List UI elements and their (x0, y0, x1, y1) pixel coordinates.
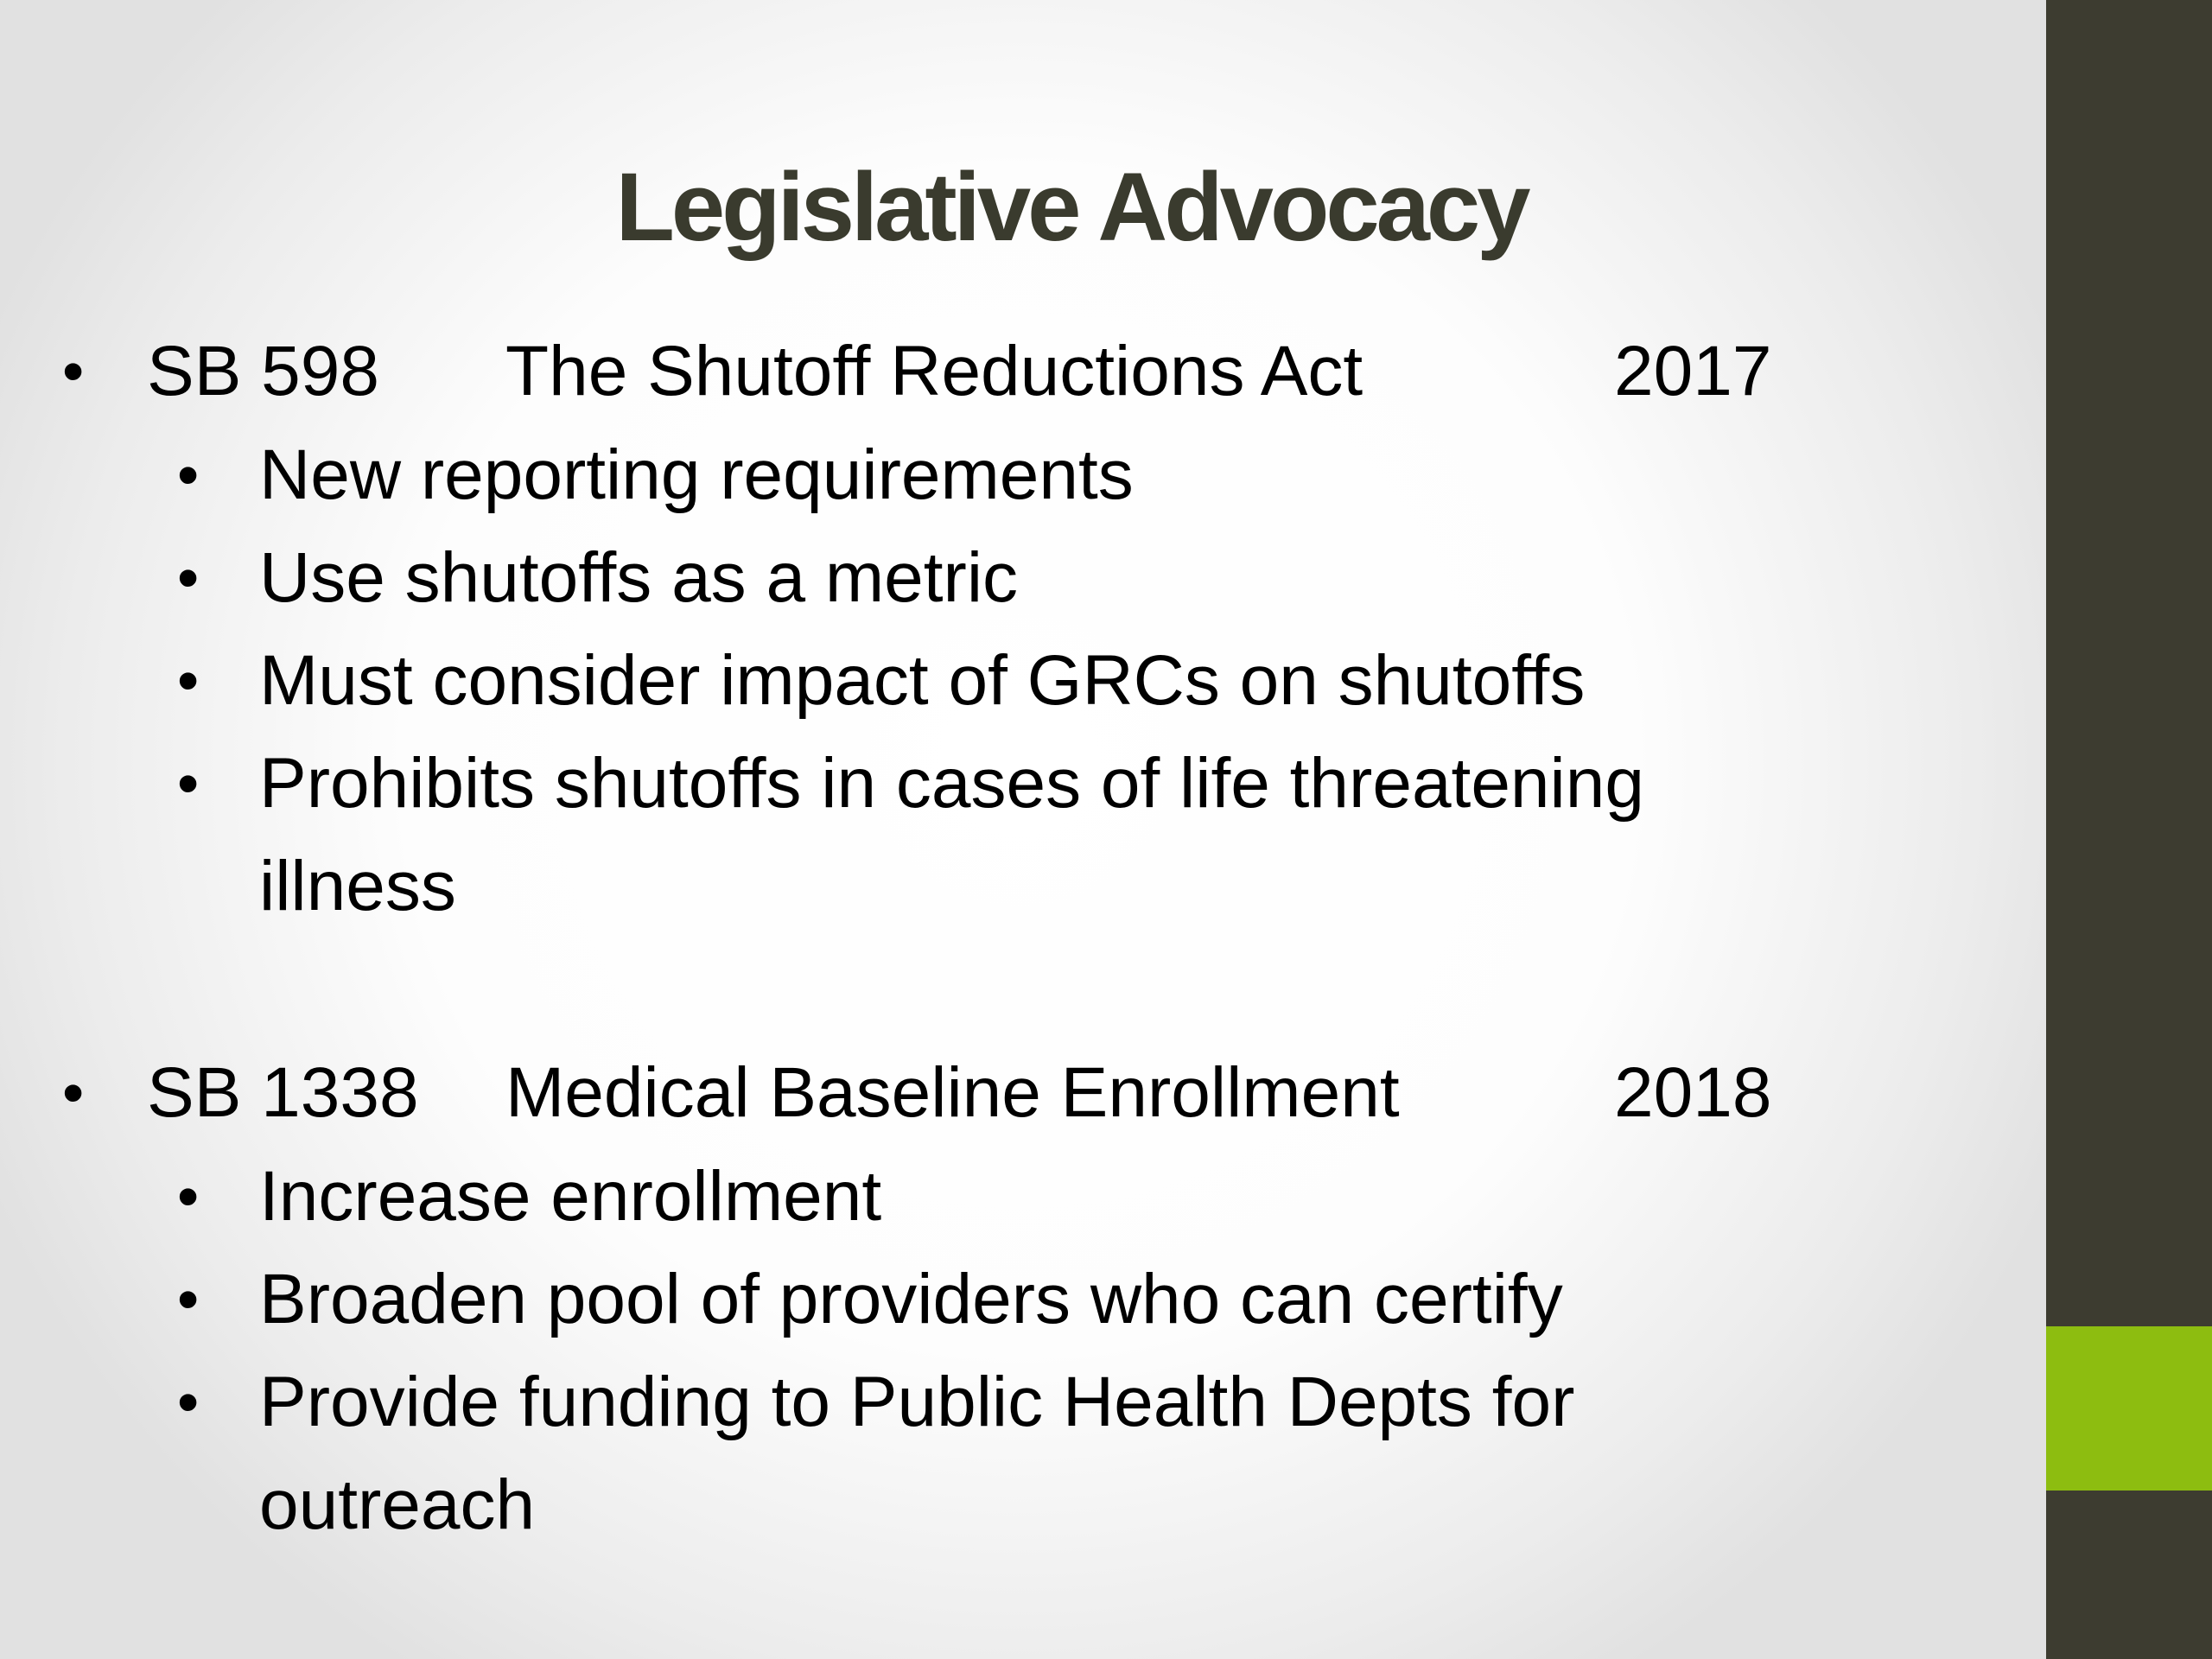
list-item-continuation: outreach (259, 1465, 536, 1544)
bullet-dot-icon: • (62, 1058, 85, 1128)
bullet-dot-icon: • (177, 1162, 200, 1231)
section-name: Medical Baseline Enrollment (505, 1053, 1400, 1132)
bullet-dot-icon: • (177, 543, 200, 613)
side-accent-block (2046, 1326, 2212, 1491)
list-item: Increase enrollment (259, 1157, 882, 1236)
section-year: 2017 (1614, 332, 1772, 410)
bullet-dot-icon: • (62, 337, 85, 406)
section-bill: SB 598 (147, 332, 379, 410)
section-bill: SB 1338 (147, 1053, 419, 1132)
list-item: Prohibits shutoffs in cases of life threatening (259, 744, 1644, 823)
list-item: New reporting requirements (259, 435, 1134, 514)
section-year: 2018 (1614, 1053, 1772, 1132)
slide-title: Legislative Advocacy (615, 153, 1528, 261)
bullet-dot-icon: • (177, 1368, 200, 1437)
list-item: Broaden pool of providers who can certify (259, 1260, 1563, 1338)
list-item: Use shutoffs as a metric (259, 538, 1019, 617)
bullet-dot-icon: • (177, 646, 200, 715)
list-item-continuation: illness (259, 847, 456, 925)
bullet-dot-icon: • (177, 749, 200, 818)
list-item: Must consider impact of GRCs on shutoffs (259, 641, 1586, 720)
bullet-dot-icon: • (177, 441, 200, 510)
list-item: Provide funding to Public Health Depts for (259, 1363, 1575, 1441)
section-name: The Shutoff Reductions Act (505, 332, 1363, 410)
bullet-dot-icon: • (177, 1265, 200, 1334)
